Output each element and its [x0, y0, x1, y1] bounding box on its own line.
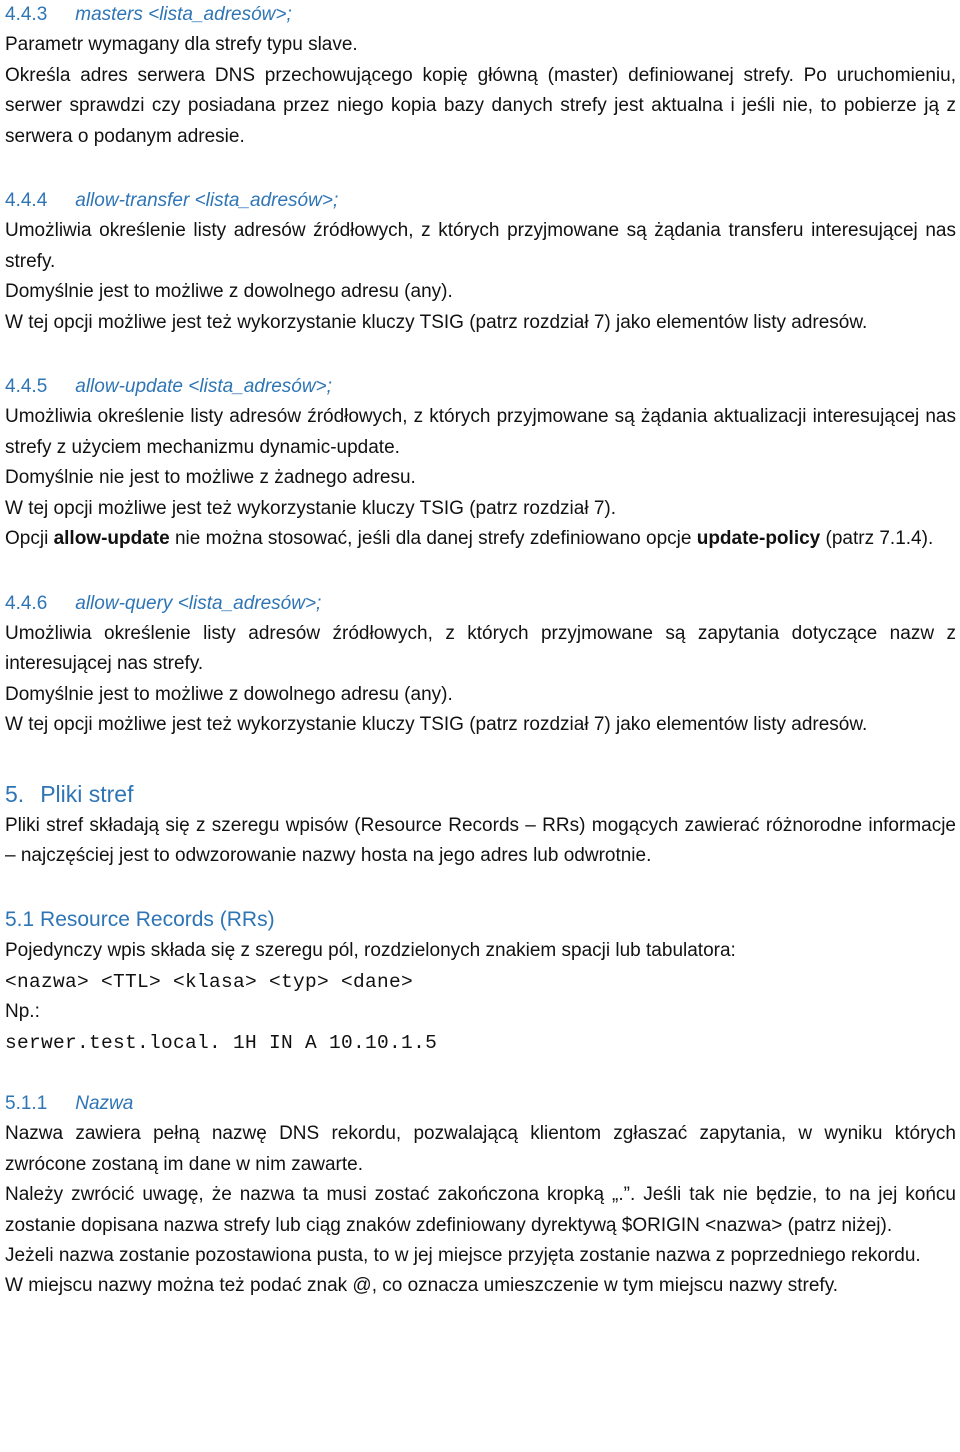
code-line-example: serwer.test.local. 1H IN A 10.10.1.5 [5, 1031, 438, 1054]
keyword-allow-update: allow-update [53, 528, 170, 550]
text-run: (patrz 7.1.4). [820, 528, 934, 550]
heading-4-4-4 [5, 186, 956, 216]
paragraph: Umożliwia określenie listy adresów źródłowych, z których przyjmowane są żądania transferu interesującej nas strefy. [5, 220, 956, 272]
heading-number: 5. [5, 780, 25, 807]
heading-number: 4.4.3 [5, 4, 48, 25]
paragraph: Pojedynczy wpis składa się z szeregu pól, rozdzielonych znakiem spacji lub tabulatora: [5, 940, 736, 962]
heading-number: 4.4.6 [5, 592, 48, 614]
heading-title: allow-transfer <lista_adresów>; [75, 190, 339, 212]
paragraph: Domyślnie jest to możliwe z dowolnego adresu (any). [5, 683, 453, 705]
keyword-update-policy: update-policy [696, 528, 821, 550]
paragraph [5, 524, 956, 554]
paragraph: Domyślnie jest to możliwe z dowolnego adresu (any). [5, 281, 453, 303]
heading-title: allow-update <lista_adresów>; [75, 376, 332, 398]
paragraph: Pliki stref składają się z szeregu wpisów (Resource Records – RRs) mogących zawierać różnorodne informacje – najczęściej jest to odwzorowanie nazwy hosta na jego adres lub odwrotnie. [5, 814, 956, 866]
paragraph: Parametr wymagany dla strefy typu slave. [5, 34, 358, 56]
paragraph: W tej opcji możliwe jest też wykorzystanie kluczy TSIG (patrz rozdział 7) jako elementów listy adresów. [5, 714, 868, 736]
heading-4-4-3 [5, 0, 956, 30]
text-run: Opcji [5, 528, 54, 550]
paragraph: Domyślnie nie jest to możliwe z żadnego adresu. [5, 467, 416, 489]
heading-title: Nazwa [75, 1092, 134, 1114]
heading-4-4-5 [5, 372, 956, 402]
heading-title: Pliki stref [40, 780, 134, 807]
heading-title: allow-query <lista_adresów>; [75, 592, 322, 614]
paragraph: W miejscu nazwy można też podać znak @, co oznacza umieszczenie w tym miejscu nazwy strefy. [5, 1275, 839, 1297]
paragraph: Jeżeli nazwa zostanie pozostawiona pusta, to w jej miejsce przyjęta zostanie nazwa z poprzedniego rekordu. [5, 1245, 921, 1266]
paragraph: W tej opcji możliwe jest też wykorzystanie kluczy TSIG (patrz rozdział 7). [5, 497, 616, 519]
paragraph: Umożliwia określenie listy adresów źródłowych, z których przyjmowane są zapytania dotyczące nazw z interesującej nas strefy. [5, 622, 956, 675]
paragraph: Określa adres serwera DNS przechowującego kopię główną (master) definiowanej strefy. Po uruchomieniu, serwer sprawdzi czy posiadana przez niego kopia bazy danych strefy jest aktualna i jeśli nie, to pobierze ją z serwera o podanym adresie. [5, 64, 956, 147]
heading-5-1-1 [5, 1089, 956, 1119]
paragraph: Np.: [5, 1001, 40, 1023]
heading-4-4-6 [5, 589, 956, 619]
heading-title: masters <lista_adresów>; [75, 4, 292, 25]
paragraph: W tej opcji możliwe jest też wykorzystanie kluczy TSIG (patrz rozdział 7) jako elementów listy adresów. [5, 311, 868, 333]
paragraph: Nazwa zawiera pełną nazwę DNS rekordu, pozwalającą klientom zgłaszać zapytania, w wyniku których zwrócone zostaną im dane w nim zawarte. [5, 1123, 956, 1175]
heading-number: 5.1.1 [5, 1092, 48, 1114]
paragraph: Umożliwia określenie listy adresów źródłowych, z których przyjmowane są żądania aktualizacji interesującej nas strefy z użyciem mechanizmu dynamic-update. [5, 406, 956, 458]
text-run: nie można stosować, jeśli dla danej strefy zdefiniowano opcje [169, 528, 697, 550]
heading-5-1: 5.1 Resource Records (RRs) [5, 908, 275, 932]
heading-5 [5, 777, 956, 811]
heading-number: 4.4.5 [5, 376, 48, 398]
paragraph: Należy zwrócić uwagę, że nazwa ta musi zostać zakończona kropką „.”. Jeśli tak nie będzie, to na jej końcu zostanie dopisana nazwa strefy lub ciąg znaków zdefiniowany dyrektywą $ORIGIN <nazwa> (patrz niżej). [5, 1184, 956, 1236]
heading-number: 4.4.4 [5, 190, 48, 212]
code-line-fields: <nazwa> <TTL> <klasa> <typ> <dane> [5, 970, 414, 993]
